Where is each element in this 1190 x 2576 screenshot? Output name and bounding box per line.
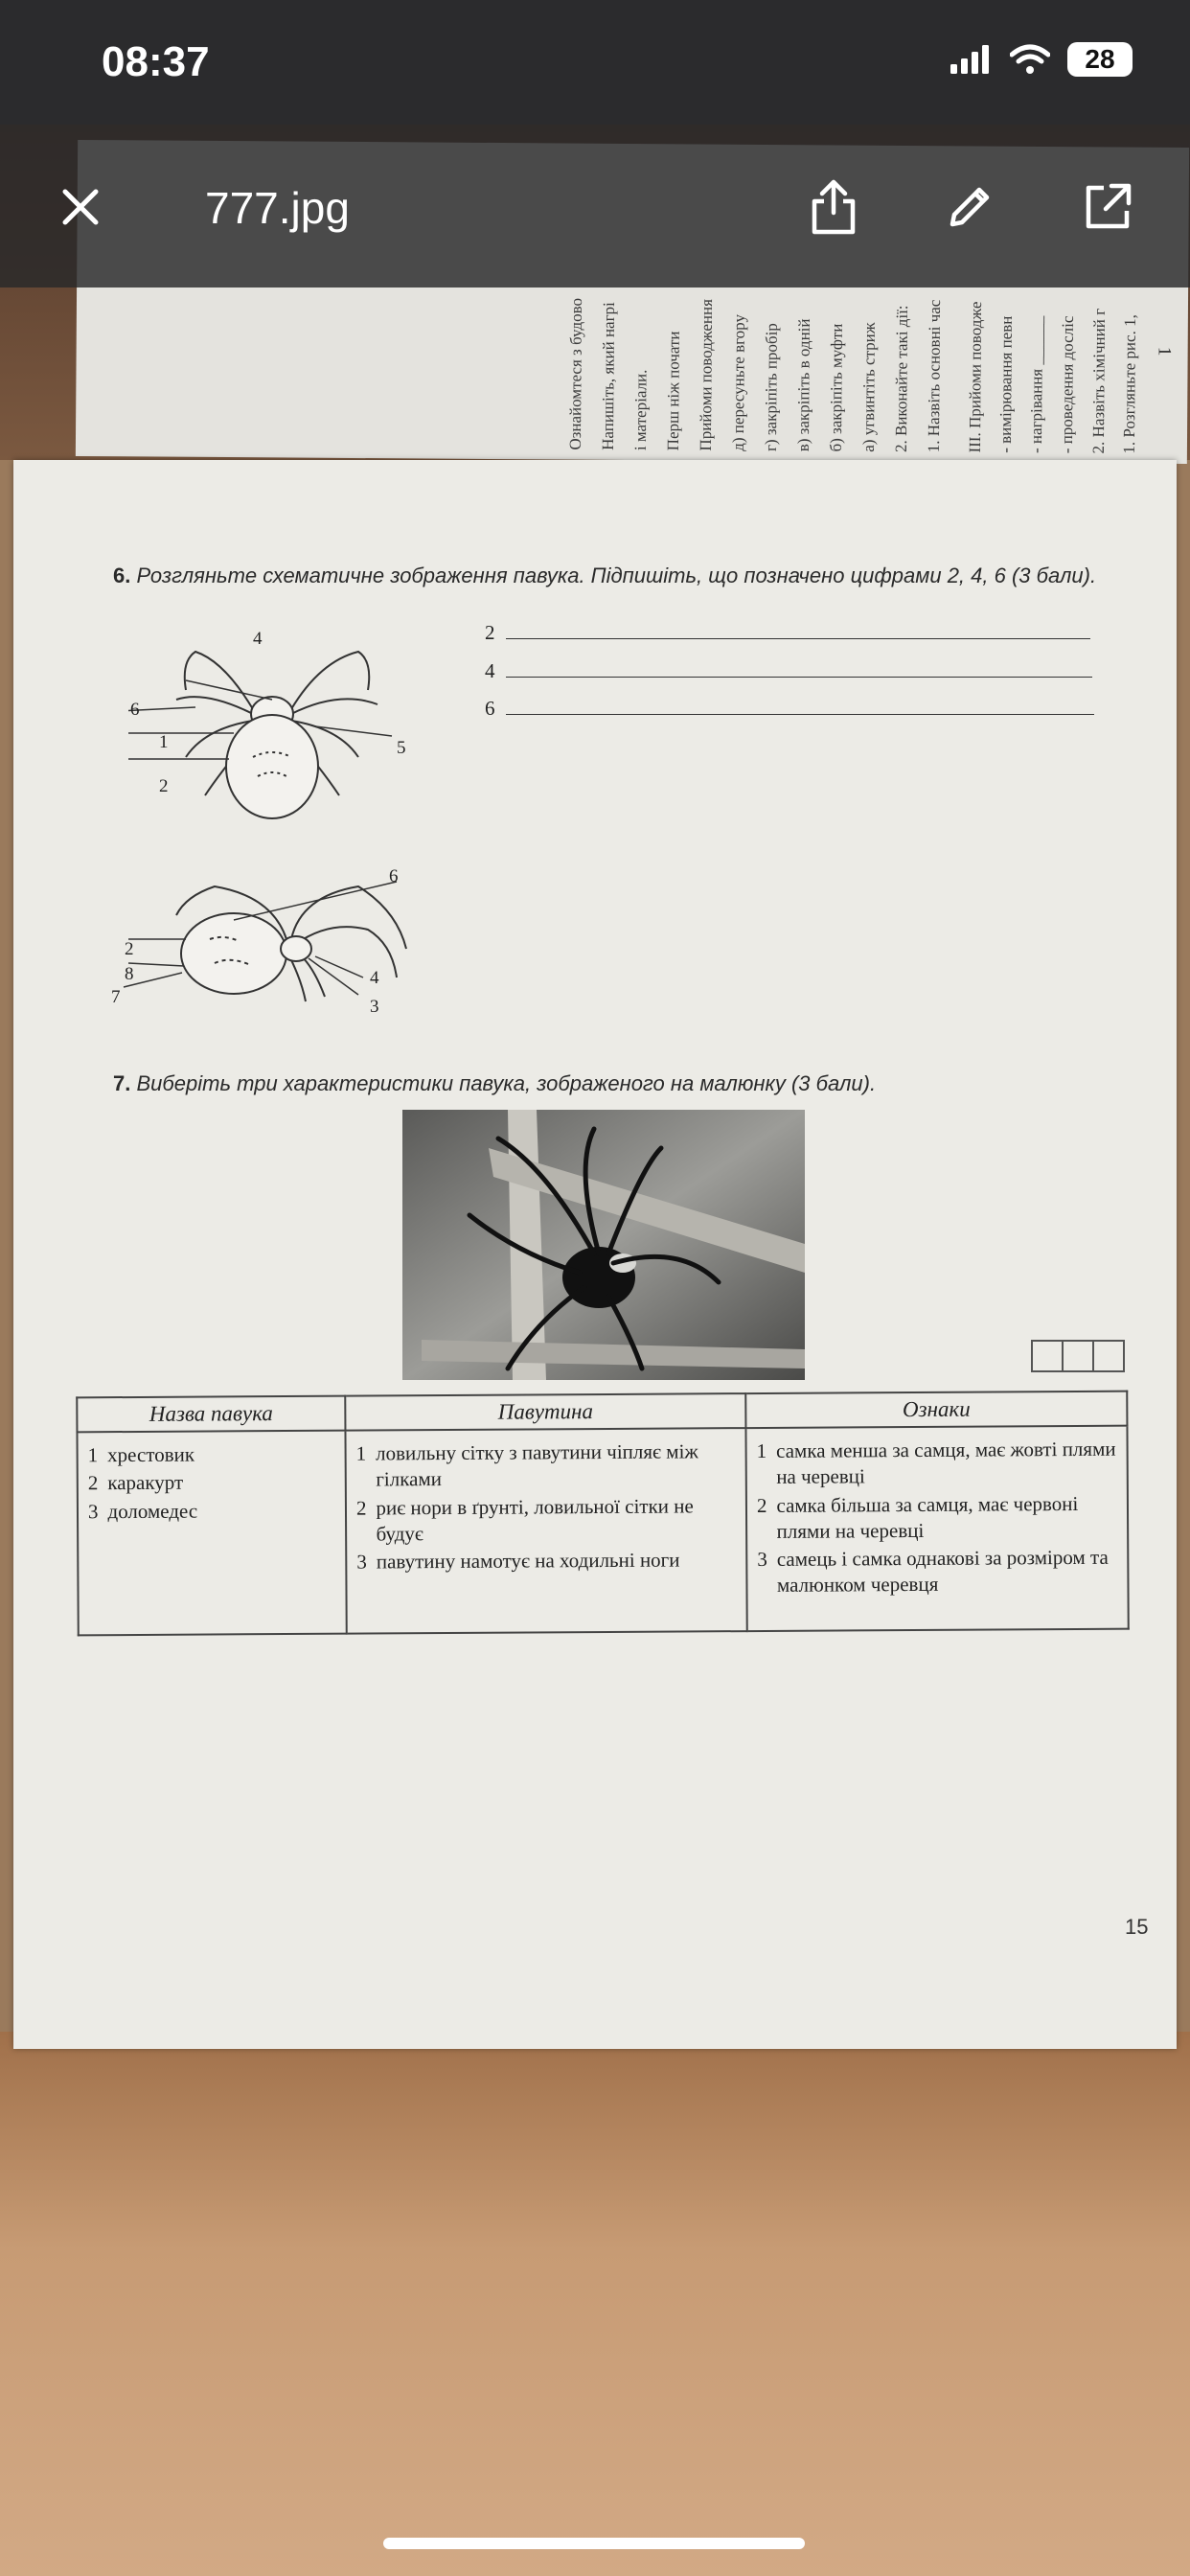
home-indicator[interactable] (383, 2538, 805, 2549)
back-page-text-line: 2. Назвіть хімічний г (1088, 308, 1109, 454)
list-item (356, 1438, 736, 1493)
share-button[interactable] (801, 174, 866, 240)
question-7 (113, 1071, 876, 1096)
item-number: 1 (87, 1443, 99, 1467)
back-page-text-line: 1. Розгляньте рис. 1, (1119, 314, 1139, 454)
diagram-side-label: 4 (370, 968, 379, 988)
back-page-text-line: д) пересуньте вгору (728, 313, 748, 451)
diagram-side-label: 3 (370, 997, 379, 1017)
pencil-icon (943, 180, 996, 234)
diagram-top-label: 1 (159, 732, 169, 752)
question-6-text: Розгляньте схематичне зображення павука. Підпишіть, що позначено цифрами 2, 4, 6 (3 бали). (136, 564, 1097, 587)
item-number: 3 (757, 1548, 767, 1572)
answer-box[interactable] (1031, 1340, 1064, 1372)
table-cell-features (745, 1426, 1128, 1631)
back-page-text-line: в) закріпіть в одній (793, 318, 813, 452)
worksheet-page (13, 460, 1177, 2049)
back-page-text-line: - вимірювання певн (995, 315, 1016, 453)
answer-label-6: 6 (485, 697, 495, 720)
answer-line-6[interactable] (506, 714, 1094, 715)
list-item (88, 1441, 335, 1469)
question-7-number: 7. (113, 1071, 131, 1095)
diagram-top-label: 4 (253, 629, 263, 649)
table-cell-names (77, 1431, 346, 1636)
spider-side-view-diagram (119, 872, 445, 1016)
question-7-text: Виберіть три характеристики павука, зображеного на малюнку (3 бали). (136, 1071, 877, 1095)
list-item (757, 1490, 1117, 1545)
answer-line-4[interactable] (506, 677, 1092, 678)
item-number: 1 (756, 1438, 767, 1463)
answer-label-2: 2 (485, 621, 495, 644)
answer-label-4: 4 (485, 659, 495, 682)
question-6 (113, 564, 1096, 588)
back-page-text-line: 1. Назвіть основні час (924, 299, 945, 453)
diagram-side-label: 2 (125, 939, 134, 959)
back-page-text-line: - нагрівання ______ (1027, 315, 1047, 454)
list-item (356, 1547, 736, 1576)
item-text: каракурт (107, 1470, 184, 1495)
open-external-icon (1081, 180, 1134, 234)
question-6-number: 6. (113, 564, 131, 587)
item-number: 3 (356, 1550, 367, 1574)
back-page-number: 1 (1154, 346, 1175, 356)
diagram-top-label: 6 (130, 700, 140, 720)
viewer-header (0, 125, 1190, 288)
page-number: 15 (1125, 1915, 1149, 1939)
item-number: 3 (87, 1499, 99, 1523)
status-icons (950, 42, 1133, 77)
spider-photo (402, 1110, 805, 1380)
back-page-text-line: і матеріали. (630, 369, 651, 451)
diagram-top-label: 2 (159, 776, 169, 796)
edit-button[interactable] (937, 174, 1002, 240)
item-text: доломедес (107, 1499, 198, 1523)
item-text: самець і самка однакові за розміром та малюнком черевця (776, 1545, 1109, 1598)
back-page-text-line: III. Прийоми поводже (965, 301, 985, 453)
item-text: павутину намотує на ходильні ноги (376, 1548, 680, 1574)
answer-box[interactable] (1092, 1340, 1125, 1372)
item-text: риє нори в ґрунті, ловильної сітки не будує (376, 1494, 694, 1546)
characteristics-table (76, 1391, 1130, 1637)
wifi-icon (1010, 44, 1050, 75)
share-icon (807, 178, 860, 236)
close-button[interactable] (48, 174, 113, 240)
back-page-text-line: Ознайомтеся з будово (565, 297, 586, 450)
back-page-text-line: б) закріпіть муфти (826, 323, 846, 452)
file-name: 777.jpg (205, 183, 350, 233)
back-page-text-line: г) закріпіть пробір (761, 323, 781, 452)
table-header: Павутина (345, 1393, 745, 1431)
item-number: 2 (355, 1496, 367, 1520)
item-text: ловильну сітку з павутини чіпляє між гілками (376, 1439, 698, 1491)
diagram-side-label: 7 (111, 987, 121, 1007)
list-item (88, 1497, 335, 1525)
diagram-side-label: 8 (125, 964, 134, 984)
list-item (757, 1437, 1117, 1491)
background-desk-bottom (0, 2032, 1190, 2576)
diagram-top-label: 5 (397, 738, 406, 758)
answer-boxes[interactable] (1033, 1340, 1125, 1372)
item-number: 2 (756, 1493, 767, 1517)
back-page-text-line: Напишіть, який нагрі (598, 302, 618, 450)
item-number: 1 (355, 1441, 367, 1465)
table-cell-webs (345, 1428, 746, 1634)
back-page-text-line: Перш ніж почати (663, 331, 683, 451)
close-icon (57, 184, 103, 230)
table-header: Назва павука (77, 1396, 345, 1433)
back-page-text-line: - проведення досліс (1058, 315, 1078, 454)
item-number: 2 (87, 1471, 99, 1495)
table-header: Ознаки (745, 1392, 1127, 1428)
back-page-text-line: а) угвинтіть стриж (858, 322, 879, 452)
item-text: самка більша за самця, має червоні плями на черевці (776, 1491, 1079, 1543)
list-item (356, 1493, 736, 1548)
item-text: самка менша за самця, має жовті плями на черевці (776, 1437, 1116, 1489)
answer-box[interactable] (1062, 1340, 1094, 1372)
status-time: 08:37 (102, 38, 210, 85)
spider-top-view-diagram (128, 623, 435, 834)
cellular-signal-icon (950, 45, 993, 74)
open-external-button[interactable] (1075, 174, 1140, 240)
back-page-text-line: Прийоми поводження (696, 298, 717, 451)
item-text: хрестовик (107, 1442, 195, 1467)
back-page-text-line: 2. Виконайте такі дії: (891, 305, 911, 453)
status-bar (0, 0, 1190, 125)
battery-indicator: 28 (1067, 42, 1133, 77)
list-item (757, 1545, 1117, 1599)
diagram-side-label: 6 (389, 866, 399, 886)
list-item (88, 1469, 335, 1497)
answer-line-2[interactable] (506, 638, 1090, 639)
